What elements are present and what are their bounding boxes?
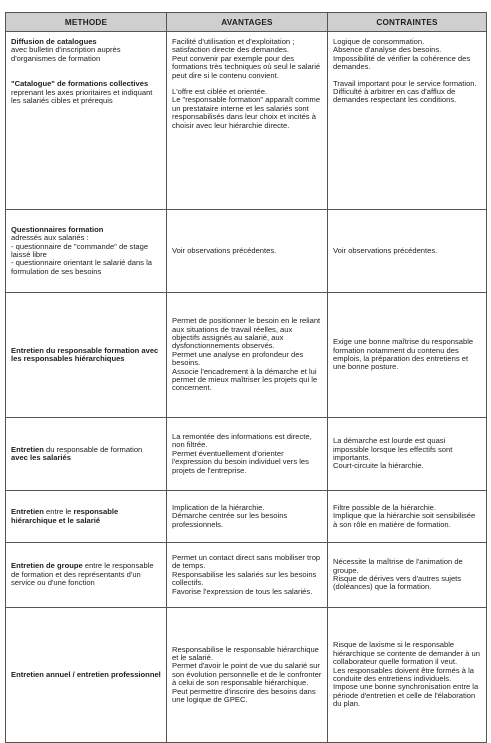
method-title: responsable hiérarchique et le salarié: [11, 507, 119, 525]
contrainte-text: Voir observations précédentes.: [333, 245, 438, 255]
contrainte-text: Implique que la hiérarchie soit sensibilisée à son rôle en matière de formation.: [333, 511, 476, 529]
contraintes-cell: [328, 543, 487, 608]
avantage-text: Permet éventuellement d'orienter l'expression du besoin individuel vers les projets de l'entreprise.: [172, 448, 309, 475]
contrainte-text: Travail important pour le service formation.: [333, 78, 477, 88]
contrainte-text: Court-circuite la hiérarchie.: [333, 461, 424, 471]
method-title: avec les salariés: [11, 453, 71, 462]
method-title: Entretien: [11, 444, 44, 454]
contraintes-cell: [328, 491, 487, 543]
method-description: - questionnaire de "commande" de stage laissé libre: [11, 241, 149, 259]
method-title: Entretien: [11, 507, 44, 517]
methode-cell: [6, 210, 167, 293]
contrainte-text: Absence d'analyse des besoins.: [333, 45, 442, 55]
contrainte-text: Risque de laxisme si le responsable hiérarchique se contente de demander à un collaborateur quelle formation il veut.: [333, 640, 480, 667]
table-row: [6, 293, 487, 418]
avantage-text: Favorise l'expression de tous les salariés.: [172, 586, 313, 596]
method-description: reprenant les axes prioritaires et indiquant les salariés cibles et prérequis: [11, 87, 153, 106]
avantage-text: Peut convenir par exemple pour des formations très techniques où seul le salarié peut dire si le contenu convient.: [172, 53, 321, 80]
avantage-text: Responsabilise les salariés sur les besoins collectifs.: [172, 569, 317, 588]
table-row: [6, 418, 487, 491]
avantages-cell: [167, 543, 328, 608]
method-description: entre le: [43, 507, 74, 517]
contraintes-cell: [328, 210, 487, 293]
table-row: [6, 543, 487, 608]
avantage-text: Permet une analyse en profondeur des besoins.: [172, 349, 304, 368]
avantage-text: Démarche centrée sur les besoins professionnels.: [172, 511, 288, 529]
table-row: [6, 491, 487, 543]
methode-cell: [6, 293, 167, 418]
contrainte-text: Logique de consommation.: [333, 37, 425, 46]
avantages-cell: [167, 210, 328, 293]
contrainte-text: Impose une bonne synchronisation entre la période d'entretien et celle de l'élaboration du plan.: [333, 682, 479, 709]
methode-cell: [6, 418, 167, 491]
avantage-text: Implication de la hiérarchie.: [172, 502, 265, 512]
avantages-cell: [167, 293, 328, 418]
avantage-text: Facilité d'utilisation et d'exploitation ; satisfaction directe des demandes.: [172, 37, 295, 55]
avantage-text: Responsabilise le responsable hiérarchique et le salarié.: [172, 644, 319, 662]
method-title: "Catalogue" de formations collectives: [11, 79, 149, 89]
method-title: Entretien de groupe: [11, 561, 83, 571]
contrainte-text: La démarche est lourde est quasi impossible lorsque les effectifs sont importants.: [333, 436, 453, 462]
avantage-text: L'offre est ciblée et orientée.: [172, 87, 268, 97]
methode-cell: [6, 608, 167, 743]
method-title: Questionnaires formation: [11, 224, 104, 234]
method-title: Diffusion de catalogues: [11, 37, 97, 46]
method-title: Entretien du responsable formation avec les responsables hiérarchiques: [11, 345, 159, 363]
contraintes-cell: [328, 32, 487, 210]
contraintes-cell: [328, 418, 487, 491]
avantages-cell: [167, 32, 328, 210]
contrainte-text: Exige une bonne maîtrise du responsable formation notamment du contenu des emplois, la préparation des entretiens et une bonne posture.: [333, 337, 474, 372]
methode-cell: [6, 543, 167, 608]
contrainte-text: Nécessite la maîtrise de l'animation de groupe.: [333, 557, 463, 575]
avantages-cell: [167, 491, 328, 543]
methode-cell: [6, 32, 167, 210]
header-contraintes: CONTRAINTES: [328, 13, 487, 32]
avantage-text: Voir observations précédentes.: [172, 245, 277, 255]
avantage-text: Permet un contact direct sans mobiliser trop de temps.: [172, 552, 321, 571]
table-row: [6, 32, 487, 210]
methods-table: [5, 12, 487, 743]
header-avantages: AVANTAGES: [167, 13, 328, 32]
method-description: adressés aux salariés :: [11, 233, 89, 243]
contrainte-text: Difficulté à arbitrer en cas d'afflux de demandes respectant les conditions.: [333, 87, 457, 105]
contrainte-text: Risque de dérives vers d'autres sujets (doléances) que la formation.: [333, 574, 462, 592]
avantage-text: Permet de positionner le besoin en le reliant aux situations de travail réelles, aux objectifs assignés au salarié, aux dysfonctionnements observés.: [172, 316, 321, 351]
contrainte-text: Filtre possible de la hiérarchie.: [333, 502, 436, 512]
avantages-cell: [167, 608, 328, 743]
contraintes-cell: [328, 293, 487, 418]
avantage-text: Permet d'avoir le point de vue du salarié sur son évolution personnelle et de le confronter à celui de son responsable hiérarchique. Peut permettre d'inscrire des besoins dans une logique de GPEC.: [172, 661, 322, 705]
avantages-cell: [167, 418, 328, 491]
method-description: entre le responsable de formation et des représentants d'un service ou d'une fonction: [11, 561, 154, 588]
avantage-text: Le "responsable formation" apparaît comme un prestataire interne et les salariés sont responsabilisés dans leur choix et incités à choisir avec leur hiérarchie directe.: [172, 95, 321, 130]
methode-cell: [6, 491, 167, 543]
table-row: [6, 210, 487, 293]
avantage-text: Associe l'encadrement à la démarche et lui permet de mieux maîtriser les projets qui le concernent.: [172, 366, 318, 393]
method-description: avec bulletin d'inscription auprès d'organismes de formation: [11, 45, 121, 63]
method-description: - questionnaire orientant le salarié dans la formulation de ses besoins: [11, 258, 152, 276]
method-title: Entretien annuel / entretien professionnel: [11, 669, 161, 679]
contrainte-text: Les responsables doivent être formés à la conduite des entretiens individuels.: [333, 665, 474, 683]
method-description: du responsable de formation: [43, 444, 143, 454]
contraintes-cell: [328, 608, 487, 743]
header-row: [6, 13, 487, 32]
contrainte-text: Impossibilité de vérifier la cohérence des demandes.: [333, 53, 471, 72]
avantage-text: La remontée des informations est directe, non filtrée.: [172, 431, 312, 450]
header-methode: METHODE: [6, 13, 167, 32]
table-row: [6, 608, 487, 743]
